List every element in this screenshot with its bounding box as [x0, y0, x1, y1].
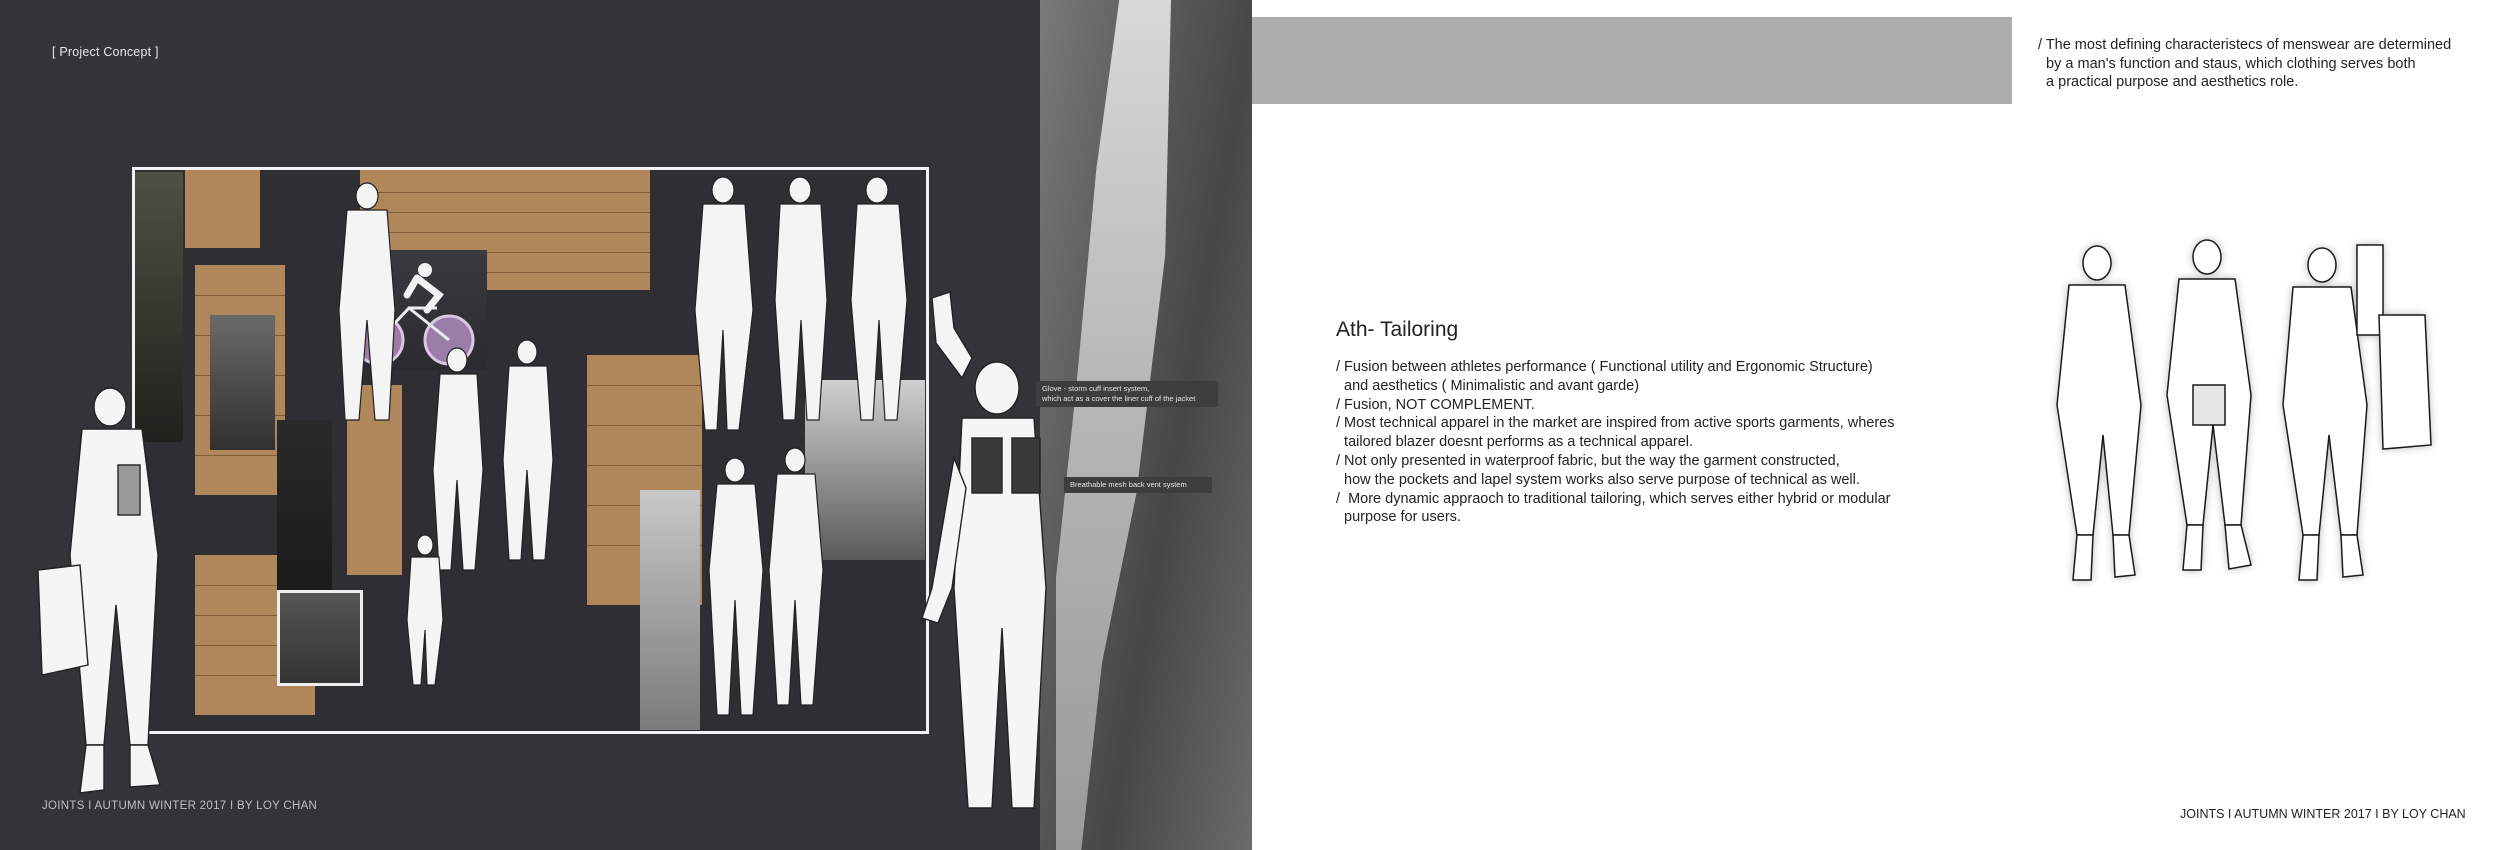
annotation-callout: Breathable mesh back vent system: [1064, 477, 1212, 493]
quote-line: by a man's function and staus, which clothing serves both: [2038, 55, 2416, 72]
body-line: how the pockets and lapel system works also serve purpose of technical as well.: [1336, 471, 1860, 488]
fashion-sketch-figures: [135, 170, 926, 731]
body-line: / Fusion, NOT COMPLEMENT.: [1336, 396, 1535, 413]
footer-credit: JOINTS I AUTUMN WINTER 2017 I BY LOY CHAN: [2180, 807, 2466, 821]
section-title: Ath- Tailoring: [1336, 318, 1459, 341]
body-line: / Fusion between athletes performance ( Functional utility and Ergonomic Structure): [1336, 359, 1873, 375]
body-line: and aesthetics ( Minimalistic and avant garde): [1336, 377, 1640, 394]
grey-banner: [1252, 17, 2012, 104]
body-line: tailored blazer doesnt performs as a technical apparel.: [1336, 434, 1694, 451]
foreground-sketch-figure-back: [902, 288, 1052, 828]
tailoring-sketch-figures: [2017, 235, 2477, 615]
foreground-sketch-figure: [30, 385, 170, 805]
body-line: purpose for users.: [1336, 509, 1461, 526]
section-label: [ Project Concept ]: [52, 45, 159, 59]
intro-quote: [2038, 36, 2488, 92]
quote-line: a practical purpose and aesthetics role.: [2038, 74, 2299, 90]
body-line: / Most technical apparel in the market are inspired from active sports garments, wheres: [1336, 415, 1895, 432]
moodboard-collage: [132, 167, 929, 734]
concept-body: [1336, 358, 1895, 527]
right-page: [1252, 0, 2500, 850]
footer-credit: JOINTS I AUTUMN WINTER 2017 I BY LOY CHAN: [42, 800, 318, 812]
body-line: / More dynamic appraoch to traditional tailoring, which serves either hybrid or modular: [1336, 490, 1891, 507]
quote-line: / The most defining characteristecs of menswear are determined: [2038, 37, 2452, 53]
body-line: / Not only presented in waterproof fabric, but the way the garment constructed,: [1336, 452, 1840, 469]
annotation-callout: Glove - storm cuff insert system, which act as a cover the liner cuff of the jacket: [1036, 381, 1218, 407]
